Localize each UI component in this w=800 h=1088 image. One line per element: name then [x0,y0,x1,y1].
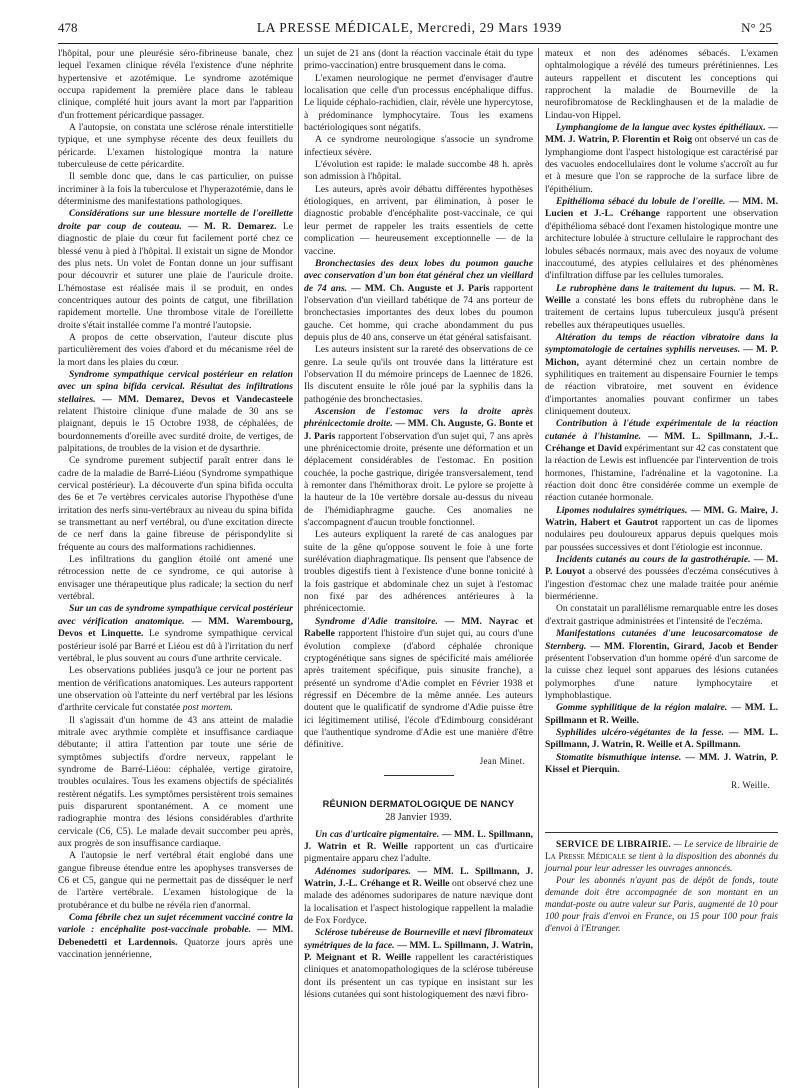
section-date: 28 Janvier 1939. [385,812,452,824]
paragraph: Il semble donc que, dans le cas particulier, on puisse incriminer à la fois la tuberculose et l'hyperazotémie, dans le déterminisme des manifestations pathologiques. [58,171,293,208]
paragraph: Les infiltrations du ganglion étoilé ont amené une rétrocession nette de ce syndrome, ce qui autorise à envisager une thérapeutique plus radicale; la section du nerf vertébral. [58,554,293,603]
paragraph: A l'autopsie, on constata une sclérose rénale interstitielle typique, et une symphyse récente des deux feuillets du péricarde. L'examen histologique montra la nature tuberculeuse de cette péricardite. [58,122,293,171]
notice-title: SERVICE DE LIBRAIRIE. [556,839,671,850]
article-authors: — M. P. Michon, [545,344,778,368]
paragraph: Les auteurs insistent sur la rareté des observations de ce genre. La seule qu'ils ont trouvée dans la littérature est l'observation II du mémoire princeps de Laennec de 1826. Ils discutent ensuite le rôle joué par la syphilis dans la pathogénie des bronchectasies. [304,344,533,405]
article-communication [304,406,533,529]
article-authors: — MM. L. Spillmann et R. Weille. [545,702,778,726]
article-communication [58,208,293,331]
notice-text: — Le service de librairie de [673,839,778,850]
article-text: Quatorze jours après une vaccination jennérienne, [58,936,293,961]
article-title: Adénomes sudoripares. [315,865,412,877]
article-communication [545,418,778,504]
page-number: 478 [58,20,78,35]
article-authors: — MM. Demarez, Devos et Vandecasteele [102,393,293,405]
article-title: Gomme syphilitique de la région malaire. [556,702,728,714]
article-communication [58,369,293,455]
section-title: RÉUNION DERMATOLOGIQUE DE NANCY [322,798,515,809]
article-authors: — MM. Warembourg, Devos et Linquette. [58,615,293,640]
column-middle [298,48,539,1088]
paragraph: l'hôpital, pour une pleurésie séro-fibrineuse banale, chez lequel l'examen clinique révéla l'existence d'une néphrite hypertensive et azotémique. Le syndrome azotémique occupa rapidement la première place dans le tableau clinique, complété huit jours avant la mort par l'apparition d'un frottement péricardique passager. [58,48,293,121]
article-text: ont observé chez une malade des adénomes sudoripares de nature nævique dont la localisation et l'aspect histologique rappellent la maladie de Fox Fordyce. [304,878,534,927]
article-authors: — MM. L. Spillmann, J. Watrin, J.-L. Créhange et R. Weille [304,865,533,889]
article-authors: — MM. G. Maire, J. Watrin, Habert et Gautrot [545,504,778,529]
article-title: Stomatite bismuthique intense. [556,751,682,763]
article-authors: — MM. Florentin, Girard, Jacob et Bender [590,640,778,652]
article-title: Syndrome sympathique cervical postérieur en relation avec un spina bifida cervical. Résultat des infiltrations stellaires. [58,368,293,405]
article-authors: — M. P. Louyot [545,554,778,578]
article-text: rappellent les caractéristiques cliniques et anatomopathologiques de la sclérose tubéreuse dont ils présentent un cas typique en insistant sur les lésions cutanées qui sont histologiquement des nævi fibro- [304,952,533,1001]
article-title: Epithélioma sébacé du lobule de l'oreille. [556,196,726,208]
article-title: Incidents cutanés au cours de la gastrothérapie. [556,554,751,566]
author-signature: R. Weille. [731,780,770,791]
article-text: rapportent un cas d'urticaire pigmentaire apparu chez l'adulte. [304,840,533,865]
article-text: a constaté les bons effets du rubrophène dans le traitement de certains lupus tuberculeux jusqu'à présent rebelles aux thérapeutiques usuelles. [545,294,778,331]
library-service-notice [545,839,778,935]
article-title: Bronchectasies des deux lobes du poumon gauche avec conservation d'un bon état général chez un vieillard de 74 ans. [304,257,533,294]
article-title: Contribution à l'étude expérimentale de la réaction cutanée à l'histamine. [545,418,778,442]
article-text: présentent l'observation d'un homme opéré d'un sarcome de la cuisse chez lequel sont apparues des lésions cutanées polymorphes d'une nature lymphocytaire et lymphoblastique. [545,652,778,701]
paragraph: Les auteurs, après avoir débattu différentes hypothèses étiologiques, en arrivent, par élimination, à poser le diagnostic probable d'encéphalite post-vaccinale, ce qui leur permet de rappeler les traits essentiels de cette complication — heureusement exceptionnelle — de la vaccine. [304,183,533,257]
paragraph: On constatait un parallélisme remarquable entre les doses d'extrait gastrique administrées et l'intensité de l'eczéma. [545,603,778,627]
article-communication [545,196,778,282]
article-authors: — MM. J. Watrin, P. Kissel et Pierquin. [545,751,778,775]
article-communication [304,258,533,344]
article-title: Manifestations cutanées d'une leucosarcomatose de Sternberg. [545,628,778,652]
article-title: Le rubrophène dans le traitement du lupus. [556,282,737,294]
article-text: rapportent l'observation d'un sujet qui, 7 ans après une phrénicectomie droite, présente une déformation et un déplacement considérables de l'estomac. En position couchée, la poche gastrique, dirigée transversalement, tend à remonter dans l'hémithorax droit. Le pylore se projette à la hauteur de la 10e vertèbre dorsale au-dessus du niveau de l'hémidiaphragme gauche. Ces anomalies ne s'accompagnent d'aucun trouble fonctionnel. [304,430,533,529]
article-authors: — MM. L. Spillmann, J. Watrin, P. Meignant et R. Weille [304,939,534,964]
article-communication [304,866,533,928]
article-authors: — MM. Nayrac et Rabelle [304,615,533,640]
article-text: Le diagnostic de plaie du cœur fut facilement porté chez ce blessé venu à pied à l'hôpital. Il existait un signe de Mondor des plus nets. Un volet de Fontan donne un jour suffisant pour découvrir et suturer une plaie de l'auricule droite. L'hémostase est réalisée mais il se produit, en ondes concentriques autour des points de catgut, une fibrillation rapidement mortelle. Une thrombose vitale de l'oreillette droite s'était installée comme l'a montré l'autopsie. [58,220,293,331]
section-divider [545,832,778,833]
paragraph-text: Les observations publiées jusqu'à ce jour ne portent pas mention de vérifications anatomiques. Les auteurs rapportent une observation où l'atteinte du nerf vertébral par les lésions d'arthrite cervicale fut constatée [58,665,293,714]
article-communication [545,283,778,332]
article-communication [545,122,778,196]
article-communication [545,554,778,603]
article-text: rapportent l'histoire d'un sujet qui, au cours d'une évolution complexe (d'abord céphalée chronique cryptogénétique sans signes de spécificité mais améliorée après traitement spécifique, puis sinusite franche), a présenté un syndrome d'Adie complet en Février 1938 et régressif en Décembre de la même année. Les auteurs doutent que le qualificatif de syndrome d'Adie puisse être ici légitimement utilisé, l'école d'Edimbourg considérant que l'authentique syndrome d'Adie est une manière d'être définitive. [304,628,533,751]
article-text: expérimentant sur 42 cas constatent que la réaction de Lewis est influencée par l'intervention de trois hormones, l'histamine, l'adrénaline et la vagotonine. La réaction doit donc être considérée comme un exemple de réaction cutanée hormonale. [545,443,778,504]
article-communication [545,702,778,727]
article-text: rapportent l'observation d'un vieillard tabétique de 74 ans porteur de bronchectasies importantes des deux lobes du poumon gauche. Cet homme, qui crache abondamment du pus depuis plus de 40 ans, conserve un état général satisfaisant. [304,282,534,343]
article-text: ont observé un cas de lymphangiome dont l'aspect histologique est caractérisé par des vacuoles endocellulaires dont le volume s'accroît au fur et à mesure que l'on se rapproche de la surface libre de l'épithélium. [545,134,778,195]
article-authors: — M. R. Weille [545,282,778,306]
article-authors: — MM. Ch. Auguste, G. Bonte et J. Paris [304,418,534,442]
article-title: Lipomes nodulaires symétriques. [556,504,688,516]
article-authors: — MM. Debenedetti et Lardennois. [58,924,293,948]
article-communication [545,332,778,418]
issue-number: N° 25 [741,20,772,35]
article-authors: — MM. Ch. Auguste et J. Paris [351,282,490,294]
article-text: relatent l'histoire clinique d'une malade de 30 ans se plaignant, depuis le 15 Octobre 1938, de céphalées, de bourdonnements d'oreille avec surdité droite, de vertiges, de palpitations, de troubles de la vision et de dysarthrie. [58,405,293,454]
author-signature: Jean Minet. [479,755,525,766]
notice-text: se tient à la disposition des abonnés du journal pour leur adresser les ouvrages annoncés. [545,851,778,874]
column-left [58,48,298,1088]
article-authors: — MM. J. Watrin, P. Florentin et Roig [545,122,778,146]
emphasis: post mortem. [182,702,233,714]
article-communication [545,727,778,752]
article-authors: — MM. L. Spillmann, J. Watrin et R. Weille [304,828,533,852]
paragraph: L'évolution est rapide: le malade succombe 48 h. après son admission à l'hôpital. [304,159,533,183]
article-communication [545,628,778,702]
paragraph: A l'autopsie le nerf vertébral était englobé dans une gangue fibreuse étendue entre les apophyses transverses de C6 et C5, gangue qui ne permettait pas de disséquer le nerf de l'artère vertébrale. L'examen histologique de la protubérance et du bulbe ne révéla rien d'anormal. [58,850,293,911]
article-authors: — M. R. Demarez. [188,220,277,232]
article-text: ayant déterminé chez un certain nombre de syphilitiques en traitement au dispensaire Fournier le temps de réaction vibratoire, met souvent en évidence d'importantes anomalies pouvant confirmer un tabes cliniquement douteux. [545,356,778,417]
article-title: Un cas d'urticaire pigmentaire. [315,828,440,840]
journal-title: LA PRESSE MÉDICALE, Mercredi, 29 Mars 1939 [256,20,562,35]
article-title: Sur un cas de syndrome sympathique cervical postérieur avec vérification anatomique. [58,603,293,627]
section-divider [384,775,454,776]
article-text: a observé des poussées d'eczéma consécutives à l'ingestion d'estomac chez une malade traitée pour anémie biermérienne. [545,566,778,603]
paragraph [58,665,293,714]
text-columns [58,48,778,1088]
paragraph: Pour les abonnés n'ayant pas de dépôt de fonds, toute demande doit être accompagnée de son montant en un mandat-poste ou autre valeur sur Paris, augmenté de 10 pour 100 pour frais d'envoi en France, ou 15 pour 100 pour frais d'envoi à l'Etranger. [545,875,778,934]
paragraph: L'examen neurologique ne permet d'envisager d'autre localisation que celle d'un processus encéphalique diffus. Le liquide céphalo-rachidien, clair, révèle une hypercytose, à prédominance lymphocytaire. Tous les examens bactériologiques sont négatifs. [304,72,533,134]
article-communication [545,752,778,777]
article-authors: — MM. L. Spillmann, J.-L. Créhange et David [545,430,778,454]
article-text: rapportent une observation d'épithélioma sébacé dont l'examen histologique montre une architecture lobulée à structure cellulaire le rapprochant des lobules sébacés normaux, mais avec des noyaux de volume inaccoutumé, des atypies cellulaires et des phénomènes d'infiltration diffuse par les cellules tumorales. [545,208,778,282]
article-authors: — MM. L. Spillmann, J. Watrin, R. Weille et A. Spillmann. [545,726,778,751]
journal-name: La Presse Médicale [545,851,626,862]
article-title: Syndrome d'Adie transitoire. [315,615,438,627]
paragraph: mateux et non des adénomes sébacés. L'examen ophtalmologique a révélé des tumeurs prérétiniennes. Les auteurs rappellent et discutent les conceptions qui rapprochent la maladie de Bourneville de la neurofibromatose de Recklinghausen et de la maladie de Lindau-von Hippel. [545,48,778,121]
paragraph: Les auteurs expliquent la rareté de cas analogues par suite de la gêne qu'oppose souvent le foie à une forte surélévation diaphragmatique. Ils pensent que l'absence de troubles digestifs tient à l'existence d'une bonne tonicité à la fois gastrique et abdominale chez un sujet à l'estomac non fixé par des adhérences antérieures à la phrénicectomie. [304,529,533,615]
article-text: rapportent un cas de lipomes nodulaires peu douloureux apparus depuis quelques mois par poussées successives et dont l'étiologie est inconnue. [545,517,778,553]
paragraph: un sujet de 21 ans (dont la réaction vaccinale était du type primo-vaccination) entre brusquement dans le coma. [304,48,533,72]
paragraph: Ce syndrome purement subjectif paraît entrer dans le cadre de la maladie de Barré-Liéou (Syndrome sympathique cervical postérieur). La découverte d'un spina bifida occulta des 6e et 7e vertèbres cervicales autorise l'hypothèse d'une irritation des nerfs sinu-vertébraux au niveau du spina bifida se transmettant au nerf vertébral, ou d'une excitation directe de ce nerf dans la gaine fibreuse de périspondylite si fréquente au cours des malformations rachidiennes. [58,455,293,553]
article-title: Altération du temps de réaction vibratoire dans la symptomatologie de certaines syphilis nerveuses. [545,331,778,356]
article-title: Sclérose tubéreuse de Bourneville et nævi fibromateux symétriques de la face. [304,927,533,951]
paragraph [545,839,778,875]
article-title: Ascension de l'estomac vers la droite après phrénicectomie droite. [304,405,533,430]
article-communication [304,616,533,752]
article-communication [58,603,293,665]
paragraph: Il s'agissait d'un homme de 43 ans atteint de maladie mitrale avec arythmie complète et insuffisance cardiaque débutante; il attira l'attention par toute une série de symptômes subjectifs d'ordre nerveux, rappelant le syndrome de Barré-Liéou: céphalée, vertige giratoire, troubles oculaires. Tous les examens objectifs de spécialités restèrent négatifs. Les symptômes persistèrent trois semaines puis disparurent spontanément. A ce moment une radiographie montra des lésions considérables d'arthrite cervicale (C6, C5). Le malade devait succomber peu après, aux progrès de son insuffisance cardiaque. [58,714,293,849]
page-header [58,20,778,44]
article-title: Lymphangiome de la langue avec kystes épithéliaux. [556,122,766,134]
article-communication [545,505,778,554]
article-communication [304,927,533,1001]
article-text: Le syndrome sympathique cervical postérieur isolé par Barré et Liéou est dû à l'irritation du nerf vertébral, le plus souvent au cours d'une arthrite cervicale. [58,628,294,664]
article-title: Coma fébrile chez un sujet récemment vacciné contre la variole : encéphalite post-vaccinale probable. [58,912,293,936]
article-title: Syphilides ulcéro-végétantes de la fesse. [556,726,724,738]
article-communication [58,912,293,961]
article-title: Considérations sur une blessure mortelle de l'oreillette droite par coup de couteau. [58,208,293,232]
paragraph: A ce syndrome neurologique s'associe un syndrome infectieux sévère. [304,134,533,158]
article-authors: — MM. M. Lucien et J.-L. Créhange [545,196,778,220]
paragraph: A propos de cette observation, l'auteur discute plus particulièrement des voies d'abord et du mécanisme réel de la mort dans les plaies du cœur. [58,331,293,368]
column-right [539,48,778,1088]
article-communication [304,829,533,866]
